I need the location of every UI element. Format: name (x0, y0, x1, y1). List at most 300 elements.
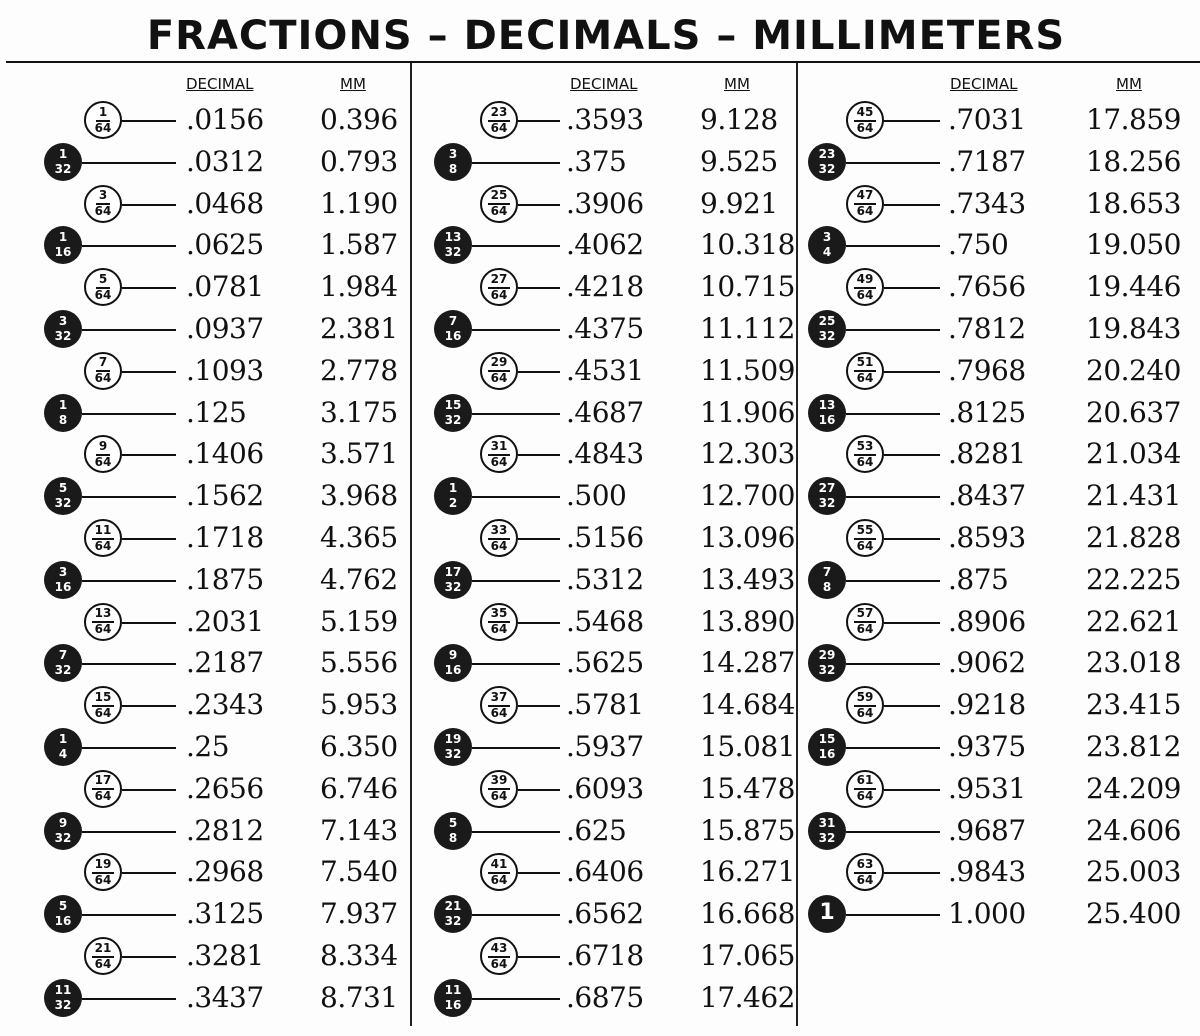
fraction-denominator: 32 (54, 997, 72, 1012)
fraction-badge (846, 770, 884, 808)
leader-line (884, 120, 940, 122)
mm-value: 18.256 (1086, 144, 1181, 178)
table-row (0, 893, 410, 935)
table-row (0, 183, 410, 225)
fraction-badge (434, 644, 472, 682)
mm-value: 6.746 (320, 771, 398, 805)
decimal-value: .8593 (948, 521, 1026, 554)
mm-value: 13.096 (700, 521, 795, 554)
mm-value: 13.890 (700, 604, 795, 638)
table-row (0, 977, 410, 1019)
table-row (798, 266, 1200, 308)
mm-value: 10.715 (700, 270, 795, 304)
leader-line (518, 120, 560, 122)
fraction-numerator: 19 (92, 858, 115, 874)
decimal-value: .8125 (948, 395, 1026, 429)
fraction-denominator: 32 (444, 747, 462, 761)
leader-line (846, 914, 940, 916)
decimal-value: .625 (566, 813, 627, 847)
fraction-denominator: 64 (490, 120, 508, 135)
decimal-value: .25 (186, 730, 230, 763)
fraction-numerator: 39 (488, 774, 511, 790)
mm-value: 11.112 (700, 312, 795, 345)
fraction-badge (480, 937, 518, 975)
fraction-numerator: 1 (96, 106, 110, 122)
fraction-badge (44, 310, 82, 348)
fraction-numerator: 47 (854, 189, 877, 205)
fraction-badge (808, 394, 846, 432)
fraction-numerator: 55 (854, 524, 877, 540)
fraction-numerator: 19 (444, 732, 462, 746)
mm-value: 11.509 (700, 353, 795, 387)
fraction-numerator: 43 (488, 942, 511, 958)
fraction-badge (44, 644, 82, 682)
leader-line (122, 872, 176, 874)
fraction-badge (480, 686, 518, 724)
decimal-value: .0468 (186, 186, 264, 220)
fraction-denominator: 32 (818, 830, 836, 845)
fraction-numerator: 23 (488, 106, 511, 122)
table-row (0, 392, 410, 434)
mm-value: 13.493 (700, 562, 795, 596)
fraction-denominator: 64 (856, 120, 874, 135)
table-row (0, 475, 410, 517)
decimal-value: .5156 (566, 521, 644, 554)
fraction-badge (84, 101, 122, 139)
fraction-numerator: 13 (818, 397, 836, 412)
decimal-value: .1093 (186, 353, 264, 387)
mm-value: 17.065 (700, 939, 795, 972)
decimal-value: .7343 (948, 186, 1026, 220)
leader-line (82, 496, 176, 498)
fraction-badge (84, 352, 122, 390)
decimal-value: .0625 (186, 228, 264, 262)
fraction-denominator: 64 (490, 204, 508, 219)
fraction-numerator: 13 (444, 230, 462, 245)
mm-value: 1.190 (320, 186, 398, 220)
decimal-value: 1.000 (948, 897, 1026, 931)
leader-line (82, 831, 176, 833)
decimal-value: .5781 (566, 688, 644, 722)
decimal-value: .9531 (948, 771, 1026, 805)
leader-line (518, 454, 560, 456)
table-row (0, 99, 410, 141)
fraction-numerator: 51 (854, 356, 877, 372)
decimal-value: .6718 (566, 939, 644, 972)
fraction-denominator: 32 (54, 663, 72, 678)
fraction-denominator: 64 (856, 204, 874, 219)
mm-value: 22.225 (1086, 562, 1181, 596)
fraction-badge (846, 185, 884, 223)
mm-value: 7.143 (320, 813, 398, 847)
decimal-value: .750 (948, 228, 1009, 262)
mm-value: 5.953 (320, 688, 398, 722)
table-row (412, 601, 796, 643)
mm-value: 25.400 (1086, 897, 1181, 931)
fraction-badge (434, 895, 472, 933)
table-row (412, 433, 796, 475)
fraction-numerator: 45 (854, 106, 877, 122)
table-row (412, 810, 796, 852)
fraction-numerator: 5 (96, 273, 110, 289)
fraction-numerator: 1 (58, 397, 68, 412)
fraction-numerator: 13 (92, 607, 115, 623)
fraction-denominator: 64 (490, 789, 508, 804)
fraction-numerator: 35 (488, 607, 511, 623)
table-row (798, 726, 1200, 768)
leader-line (846, 162, 940, 164)
fraction-badge (84, 937, 122, 975)
fraction-numerator: 25 (488, 189, 511, 205)
leader-line (82, 162, 176, 164)
decimal-value: .4531 (566, 353, 644, 387)
fraction-denominator: 2 (448, 496, 458, 511)
decimal-value: .1875 (186, 562, 264, 596)
decimal-value: .2343 (186, 688, 264, 722)
column-1 (0, 63, 410, 1026)
fraction-denominator: 64 (94, 204, 112, 219)
fraction-badge (808, 477, 846, 515)
decimal-value: .7187 (948, 144, 1026, 178)
fraction-denominator: 64 (856, 538, 874, 553)
leader-line (472, 747, 560, 749)
fraction-badge (808, 226, 846, 264)
fraction-denominator: 64 (94, 454, 112, 469)
leader-line (518, 622, 560, 624)
fraction-badge (480, 770, 518, 808)
fraction-numerator: 29 (488, 356, 511, 372)
decimal-value: .9687 (948, 813, 1026, 847)
decimal-value: .3906 (566, 186, 644, 220)
fraction-denominator: 32 (818, 663, 836, 678)
leader-line (82, 747, 176, 749)
decimal-value: .1562 (186, 479, 264, 513)
table-row (0, 433, 410, 475)
fraction-badge (44, 895, 82, 933)
table-row (798, 893, 1200, 935)
fraction-numerator: 41 (488, 858, 511, 874)
fraction-denominator: 32 (444, 579, 462, 594)
leader-line (82, 329, 176, 331)
fraction-denominator: 8 (58, 412, 68, 427)
fraction-numerator: 7 (822, 564, 832, 579)
leader-line (472, 580, 560, 582)
fraction-numerator: 59 (854, 691, 877, 707)
fraction-numerator: 9 (58, 815, 68, 830)
table-row (0, 350, 410, 392)
column-2 (412, 63, 796, 1026)
fraction-denominator: 16 (444, 663, 462, 678)
fraction-numerator: 25 (818, 314, 836, 328)
fraction-numerator: 7 (96, 356, 110, 372)
table-row (412, 726, 796, 768)
decimal-value: .3281 (186, 939, 264, 972)
mm-value: 22.621 (1086, 604, 1181, 638)
fraction-denominator: 16 (54, 579, 72, 594)
fraction-denominator: 8 (448, 161, 458, 176)
mm-value: 7.540 (320, 855, 398, 889)
mm-value: 17.462 (700, 980, 795, 1014)
decimal-value: .8437 (948, 479, 1026, 513)
fraction-badge (846, 686, 884, 724)
leader-line (518, 705, 560, 707)
leader-line (472, 162, 560, 164)
fraction-denominator: 64 (490, 454, 508, 469)
fraction-denominator: 64 (490, 538, 508, 553)
leader-line (122, 956, 176, 958)
table-row (0, 642, 410, 684)
fraction-numerator: 7 (58, 648, 68, 663)
leader-line (82, 663, 176, 665)
fraction-numerator: 27 (488, 273, 511, 289)
decimal-value: .8906 (948, 604, 1026, 638)
decimal-value: .2812 (186, 813, 264, 847)
fraction-denominator: 32 (818, 161, 836, 176)
mm-value: 0.396 (320, 103, 398, 136)
decimal-value: .2656 (186, 771, 264, 805)
fraction-denominator: 32 (54, 496, 72, 511)
decimal-value: .2187 (186, 646, 264, 680)
mm-value: 15.081 (700, 730, 795, 763)
fraction-badge (480, 435, 518, 473)
mm-value: 17.859 (1086, 103, 1181, 136)
mm-value: 16.668 (700, 897, 795, 931)
fraction-badge (44, 812, 82, 850)
fraction-badge (44, 394, 82, 432)
decimal-value: .125 (186, 395, 247, 429)
mm-value: 18.653 (1086, 186, 1181, 220)
fraction-denominator: 32 (444, 914, 462, 929)
mm-value: 8.334 (320, 939, 398, 972)
fraction-badge (808, 143, 846, 181)
fraction-denominator: 8 (448, 830, 458, 845)
fraction-badge (808, 644, 846, 682)
leader-line (122, 120, 176, 122)
mm-value: 9.525 (700, 144, 778, 178)
fraction-badge (434, 394, 472, 432)
fraction-denominator: 4 (58, 747, 68, 761)
mm-value: 2.778 (320, 353, 398, 387)
fraction-denominator: 16 (54, 914, 72, 929)
fraction-denominator: 16 (818, 412, 836, 427)
leader-line (82, 245, 176, 247)
leader-line (846, 496, 940, 498)
fraction-badge (846, 603, 884, 641)
mm-value: 1.984 (320, 270, 398, 304)
decimal-value: .4843 (566, 437, 644, 471)
leader-line (846, 413, 940, 415)
mm-value: 23.018 (1086, 646, 1181, 680)
table-row (412, 392, 796, 434)
fraction-badge (808, 812, 846, 850)
fraction-numerator: 21 (444, 899, 462, 914)
mm-value: 23.812 (1086, 730, 1181, 763)
mm-value: 5.159 (320, 604, 398, 638)
table-row (412, 935, 796, 977)
fraction-denominator: 64 (94, 705, 112, 720)
mm-value: 5.556 (320, 646, 398, 680)
leader-line (884, 622, 940, 624)
table-row (0, 308, 410, 350)
leader-line (82, 580, 176, 582)
leader-line (884, 371, 940, 373)
decimal-value: .7031 (948, 103, 1026, 136)
fraction-numerator: 17 (92, 774, 115, 790)
decimal-value: .5312 (566, 562, 644, 596)
decimal-value: .9218 (948, 688, 1026, 722)
page-title: FRACTIONS – DECIMALS – MILLIMETERS (146, 13, 1066, 59)
fraction-denominator: 32 (818, 329, 836, 343)
leader-line (518, 287, 560, 289)
mm-value: 8.731 (320, 980, 398, 1014)
mm-value: 12.303 (700, 437, 795, 471)
fraction-denominator: 64 (94, 622, 112, 637)
fraction-numerator: 1 (819, 900, 835, 926)
mm-value: 25.003 (1086, 855, 1181, 889)
leader-line (122, 204, 176, 206)
mm-value: 15.478 (700, 771, 795, 805)
fraction-numerator: 11 (92, 524, 115, 540)
fraction-numerator: 5 (58, 481, 68, 496)
fraction-denominator: 64 (94, 287, 112, 302)
decimal-value: .3437 (186, 980, 264, 1014)
fraction-badge (84, 268, 122, 306)
decimal-header: DECIMAL (570, 75, 638, 93)
leader-line (518, 789, 560, 791)
fraction-badge (44, 143, 82, 181)
fraction-denominator: 64 (94, 872, 112, 887)
fraction-badge (480, 519, 518, 557)
fraction-denominator: 64 (490, 287, 508, 302)
leader-line (82, 413, 176, 415)
fraction-badge (434, 143, 472, 181)
table-row (0, 726, 410, 768)
table-row (798, 350, 1200, 392)
fraction-badge (480, 352, 518, 390)
leader-line (518, 872, 560, 874)
table-row (798, 851, 1200, 893)
mm-value: 19.843 (1086, 312, 1181, 345)
table-row (798, 475, 1200, 517)
fraction-badge (480, 185, 518, 223)
fraction-denominator: 32 (444, 412, 462, 427)
fraction-denominator: 64 (490, 371, 508, 386)
fraction-badge (808, 310, 846, 348)
decimal-value: .9062 (948, 646, 1026, 680)
fraction-badge (434, 226, 472, 264)
leader-line (472, 245, 560, 247)
table-row (0, 559, 410, 601)
fraction-numerator: 31 (818, 815, 836, 830)
fraction-numerator: 5 (58, 899, 68, 914)
table-row (0, 935, 410, 977)
fraction-numerator: 5 (448, 815, 458, 830)
mm-header: MM (1116, 75, 1142, 93)
table-row (798, 517, 1200, 559)
leader-line (82, 914, 176, 916)
fraction-numerator: 21 (92, 942, 115, 958)
leader-line (472, 496, 560, 498)
fraction-numerator: 53 (854, 440, 877, 456)
table-row (412, 141, 796, 183)
fraction-badge (808, 895, 846, 933)
fraction-numerator: 61 (854, 774, 877, 790)
column-3 (798, 63, 1200, 1026)
fraction-numerator: 3 (58, 314, 68, 328)
table-row (798, 642, 1200, 684)
mm-value: 20.240 (1086, 353, 1181, 387)
mm-value: 3.571 (320, 437, 398, 471)
fraction-badge (44, 226, 82, 264)
decimal-value: .4062 (566, 228, 644, 262)
table-row (412, 517, 796, 559)
fraction-badge (480, 853, 518, 891)
leader-line (82, 998, 176, 1000)
leader-line (472, 914, 560, 916)
decimal-value: .4375 (566, 312, 644, 345)
fraction-denominator: 64 (94, 538, 112, 553)
table-row (798, 768, 1200, 810)
decimal-header: DECIMAL (186, 75, 254, 93)
leader-line (122, 538, 176, 540)
fraction-badge (846, 519, 884, 557)
decimal-value: .6406 (566, 855, 644, 889)
decimal-value: .0781 (186, 270, 264, 304)
leader-line (122, 371, 176, 373)
fraction-badge (480, 603, 518, 641)
table-row (798, 99, 1200, 141)
mm-value: 7.937 (320, 897, 398, 931)
fraction-numerator: 1 (448, 481, 458, 496)
mm-value: 24.209 (1086, 771, 1181, 805)
fraction-denominator: 32 (54, 329, 72, 343)
decimal-value: .7968 (948, 353, 1026, 387)
leader-line (846, 663, 940, 665)
fraction-numerator: 49 (854, 273, 877, 289)
fraction-denominator: 64 (856, 872, 874, 887)
leader-line (472, 413, 560, 415)
decimal-value: .8281 (948, 437, 1026, 471)
table-row (798, 392, 1200, 434)
fraction-numerator: 37 (488, 691, 511, 707)
fraction-numerator: 15 (92, 691, 115, 707)
fraction-badge (44, 728, 82, 766)
decimal-value: .7812 (948, 312, 1026, 345)
table-row (412, 642, 796, 684)
mm-value: 2.381 (320, 312, 398, 345)
mm-value: 12.700 (700, 479, 795, 513)
mm-value: 4.762 (320, 562, 398, 596)
table-row (412, 768, 796, 810)
fraction-denominator: 64 (856, 454, 874, 469)
fraction-denominator: 16 (818, 747, 836, 761)
fraction-badge (84, 185, 122, 223)
decimal-value: .5468 (566, 604, 644, 638)
fraction-denominator: 16 (444, 997, 462, 1012)
table-row (0, 141, 410, 183)
mm-value: 23.415 (1086, 688, 1181, 722)
fraction-numerator: 3 (58, 564, 68, 579)
decimal-value: .2968 (186, 855, 264, 889)
decimal-value: .2031 (186, 604, 264, 638)
mm-value: 16.271 (700, 855, 795, 889)
mm-value: 11.906 (700, 395, 795, 429)
decimal-value: .3593 (566, 103, 644, 136)
fraction-numerator: 11 (444, 982, 462, 997)
fraction-denominator: 32 (818, 496, 836, 511)
fraction-badge (434, 812, 472, 850)
mm-value: 1.587 (320, 228, 398, 262)
